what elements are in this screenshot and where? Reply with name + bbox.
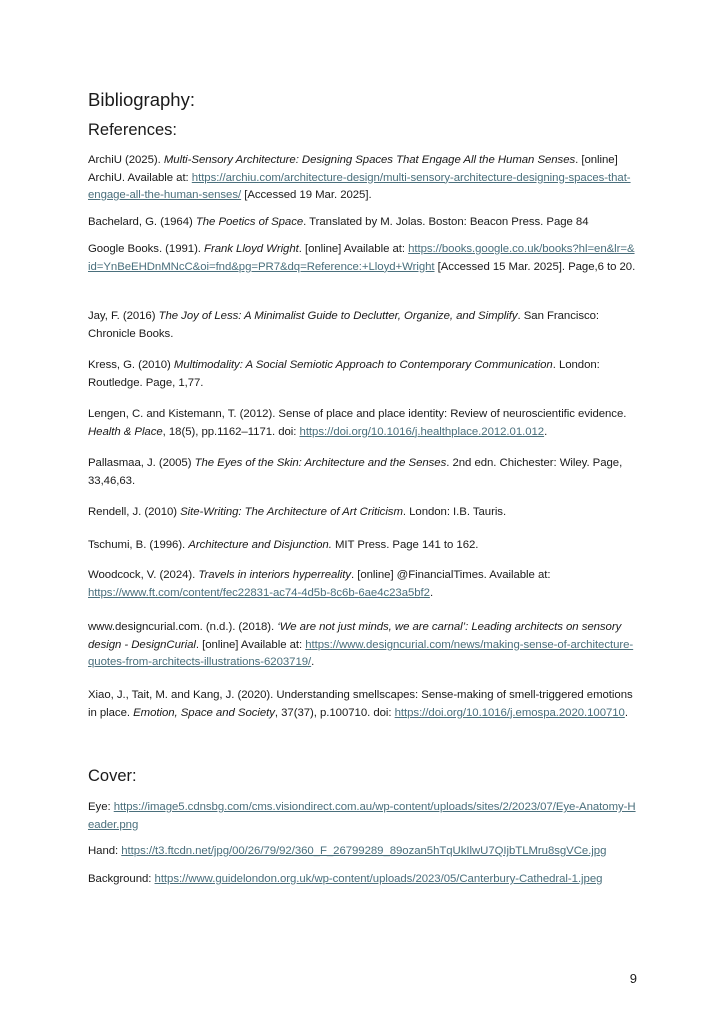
reference-entry: Xiao, J., Tait, M. and Kang, J. (2020). Understanding smellscapes: Sense-making of smell-triggered emotions in place. Emotion, Space and Society, 37(37), p.100710. doi: https://doi.org/10.1016/j.emospa.2020.100710. <box>88 689 633 719</box>
cover-credit-eye: Eye: https://image5.cdnsbg.com/cms.visiondirect.com.au/wp-content/uploads/sites/2/2023/07/Eye-Anatomy-Header.png <box>88 801 636 831</box>
reference-entry: Pallasmaa, J. (2005) The Eyes of the Skin: Architecture and the Senses. 2nd edn. Chichester: Wiley. Page, 33,46,63. <box>88 457 623 487</box>
reference-link[interactable]: https://doi.org/10.1016/j.emospa.2020.100710 <box>394 706 625 719</box>
cover-link-background[interactable]: https://www.guidelondon.org.uk/wp-content/uploads/2023/05/Canterbury-Cathedral-1.jpeg <box>154 873 603 885</box>
reference-entry: Tschumi, B. (1996). Architecture and Disjunction. MIT Press. Page 141 to 162. <box>88 539 479 551</box>
cover-credit-background: Background: https://www.guidelondon.org.uk/wp-content/uploads/2023/05/Canterbury-Cathedral-1.jpeg <box>88 873 603 885</box>
bibliography-heading: Bibliography: <box>88 89 195 110</box>
reference-entry: Lengen, C. and Kistemann, T. (2012). Sense of place and place identity: Review of neuroscientific evidence. Health & Place, 18(5), pp.1162–1171. doi: https://doi.org/10.1016/j.healthplace.2012.01.012. <box>88 408 627 438</box>
reference-entry: www.designcurial.com. (n.d.). (2018). ‘We are not just minds, we are carnal’: Leading architects on sensory design - DesignCurial. [online] Available at: https://www.designcurial.com/news/making-sense-of-architecture-quotes-from-architects-illustrations-6203719/. <box>88 621 634 668</box>
reference-link[interactable]: https://www.ft.com/content/fec22831-ac74-4d5b-8c6b-6ae4c23a5bf2 <box>88 586 430 599</box>
references-heading: References: <box>88 121 177 139</box>
reference-entry: Google Books. (1991). Frank Lloyd Wright. [online] Available at: https://books.google.co.uk/books?hl=en&lr=&id=YnBeEHDnMNcC&oi=fnd&pg=PR7&dq=Reference:+Lloyd+Wright [Accessed 15 Mar. 2025]. Page,6 to 20. <box>88 243 636 273</box>
reference-entry: Kress, G. (2010) Multimodality: A Social Semiotic Approach to Contemporary Communication. London: Routledge. Page, 1,77. <box>88 359 600 389</box>
reference-link[interactable]: https://www.designcurial.com/news/making-sense-of-architecture-quotes-from-architects-illustrations-6203719/ <box>88 638 634 668</box>
reference-entry: Woodcock, V. (2024). Travels in interiors hyperreality. [online] @FinancialTimes. Available at: https://www.ft.com/content/fec22831-ac74-4d5b-8c6b-6ae4c23a5bf2. <box>88 569 551 599</box>
cover-credit-hand: Hand: https://t3.ftcdn.net/jpg/00/26/79/92/360_F_26799289_89ozan5hTqUkIlwU7QIjbTLMru8sgVCe.jpg <box>88 845 607 857</box>
cover-link-hand[interactable]: https://t3.ftcdn.net/jpg/00/26/79/92/360_F_26799289_89ozan5hTqUkIlwU7QIjbTLMru8sgVCe.jpg <box>121 845 607 857</box>
cover-link-eye[interactable]: https://image5.cdnsbg.com/cms.visiondirect.com.au/wp-content/uploads/sites/2/2023/07/Eye-Anatomy-Header.png <box>88 801 636 831</box>
reference-link[interactable]: https://archiu.com/architecture-design/multi-sensory-architecture-designing-spaces-that-engage-all-the-human-senses/ <box>88 171 631 201</box>
page-number: 9 <box>629 971 637 986</box>
reference-entry: Jay, F. (2016) The Joy of Less: A Minimalist Guide to Declutter, Organize, and Simplify. San Francisco: Chronicle Books. <box>88 310 600 340</box>
reference-entry: Bachelard, G. (1964) The Poetics of Space. Translated by M. Jolas. Boston: Beacon Press. Page 84 <box>88 216 589 228</box>
cover-heading: Cover: <box>88 767 137 785</box>
reference-entry: ArchiU (2025). Multi-Sensory Architecture: Designing Spaces That Engage All the Human Senses. [online] ArchiU. Available at: https://archiu.com/architecture-design/multi-sensory-architecture-designing-spaces-that-engage-all-the-human-senses/ [Accessed 19 Mar. 2025]. <box>88 154 631 201</box>
reference-entry: Rendell, J. (2010) Site-Writing: The Architecture of Art Criticism. London: I.B. Tauris. <box>88 506 507 518</box>
reference-link[interactable]: https://doi.org/10.1016/j.healthplace.2012.01.012 <box>299 425 545 438</box>
reference-link[interactable]: https://books.google.co.uk/books?hl=en&lr=&id=YnBeEHDnMNcC&oi=fnd&pg=PR7&dq=Reference:+Lloyd+Wright <box>88 243 635 273</box>
